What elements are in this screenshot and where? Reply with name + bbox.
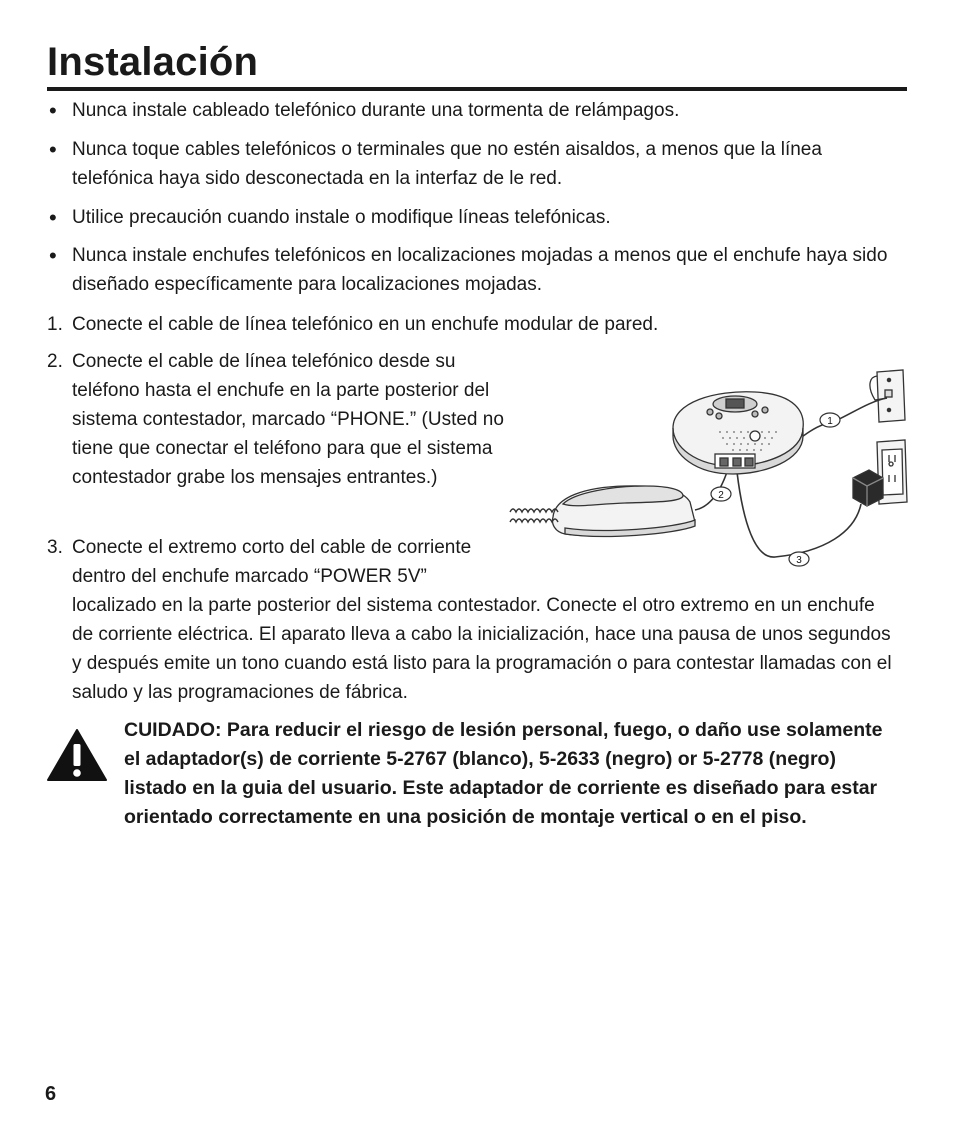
callout-3: [789, 552, 809, 566]
step-number: 2.: [47, 351, 63, 372]
bullet-item: Nunca instale cableado telefónico durante una tormenta de relámpagos.: [72, 100, 680, 121]
installation-diagram: [505, 362, 910, 572]
wall-phone-jack: [877, 370, 905, 422]
step-number: 1.: [47, 314, 63, 335]
page-title: Instalación: [47, 40, 259, 84]
telephone: [510, 486, 695, 537]
callout-label: 3: [796, 555, 802, 566]
step-text-line: Conecte el extremo corto del cable de corriente: [72, 537, 472, 558]
power-adapter: [853, 470, 883, 506]
callout-label: 2: [718, 490, 724, 501]
step-text: Conecte el cable de línea telefónico desde su teléfono hasta el enchufe en la parte posterior del sistema contestador, marcado “PHONE.” (Usted no tiene que conectar el teléfono para que el sistema contestador grabe los mensajes entrantes.): [72, 351, 504, 488]
step-number: 3.: [47, 537, 63, 558]
callout-2: [711, 487, 731, 501]
callout-1: [820, 413, 840, 427]
bullet-item: Nunca toque cables telefónicos o terminales que no estén aisaldos, a menos que la línea telefónica haya sido desconectada en la interfaz de le red.: [72, 139, 822, 189]
power-cord: [737, 472, 861, 557]
bullet-marker: •: [49, 243, 57, 268]
step-text-line: dentro del enchufe marcado “POWER 5V”: [72, 566, 427, 587]
bullet-marker: •: [49, 137, 57, 162]
caution-text: CUIDADO: Para reducir el riesgo de lesión personal, fuego, o daño use solamente el adaptador(s) de corriente 5-2767 (blanco), 5-2633 (negro) or 5-2778 (negro) listado en la guia del usuario. Este adaptador de corriente es diseñado para estar orientado correctamente en una posición de montaje vertical o en el piso.: [124, 719, 883, 828]
bullet-item: Nunca instale enchufes telefónicos en localizaciones mojadas a menos que el enchufe haya sido diseñado específicamente para localizaciones mojadas.: [72, 245, 888, 295]
warning-icon: [46, 728, 108, 782]
callout-label: 1: [827, 416, 833, 427]
step-text: Conecte el cable de línea telefónico en un enchufe modular de pared.: [72, 314, 659, 335]
bullet-marker: •: [49, 205, 57, 230]
bullet-marker: •: [49, 98, 57, 123]
answering-machine: [673, 392, 803, 474]
page-number: 6: [45, 1083, 57, 1105]
bullet-item: Utilice precaución cuando instale o modifique líneas telefónicas.: [72, 207, 611, 228]
title-rule: [47, 87, 907, 91]
step-text: localizado en la parte posterior del sistema contestador. Conecte el otro extremo en un enchufe de corriente eléctrica. El aparato lleva a cabo la inicialización, hace una pausa de unos segundos y después emite un tono cuando está listo para la programación o para contestar llamadas con el saludo y las programaciones de fábrica.: [72, 595, 892, 703]
